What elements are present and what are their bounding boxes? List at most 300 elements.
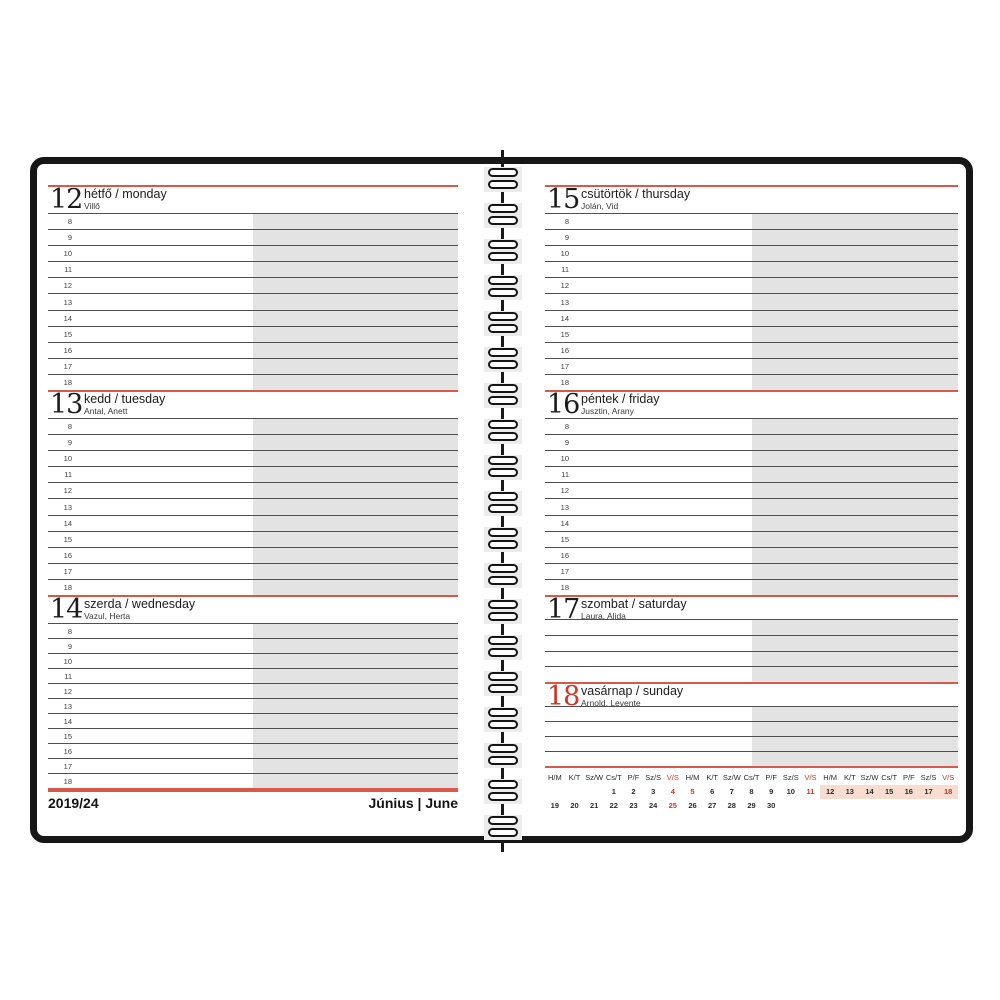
calendar-day-cell: 14 (860, 785, 880, 799)
week-number: 2019/24 (48, 795, 99, 811)
hour-label: 9 (67, 438, 72, 448)
hour-label: 8 (564, 422, 569, 432)
hour-row (48, 516, 458, 532)
hour-label: 11 (561, 265, 569, 275)
hour-row (545, 467, 958, 483)
calendar-day-cell: 3 (651, 787, 656, 796)
hour-row (545, 580, 958, 595)
wire-ring (488, 384, 518, 393)
wire-ring (488, 636, 518, 645)
hour-label: 18 (63, 582, 72, 592)
writing-rows (545, 214, 958, 390)
calendar-day-cell (860, 799, 880, 813)
nameday-label: Antal, Anett (84, 406, 128, 416)
hour-label: 10 (560, 454, 569, 464)
hour-row (48, 311, 458, 327)
hour-label: 16 (63, 345, 72, 355)
hour-row (48, 359, 458, 375)
day-number: 13 (50, 389, 83, 420)
calendar-header-cell: K/T (568, 773, 581, 782)
wire-ring (488, 744, 518, 753)
mini-month-calendar (545, 768, 958, 813)
hour-label: 17 (63, 566, 72, 576)
calendar-header-cell: Sz/S (920, 773, 937, 782)
spiral-loop (484, 419, 522, 444)
wire-ring (488, 816, 518, 825)
wire-ring (488, 564, 518, 573)
hour-label: 15 (63, 731, 72, 741)
calendar-day-cell: 22 (609, 801, 618, 810)
calendar-day-cell: 1 (611, 787, 616, 796)
spiral-loop (484, 311, 522, 336)
hour-label: 13 (63, 502, 72, 512)
hour-row (48, 375, 458, 390)
calendar-header-cell: P/F (627, 773, 640, 782)
hour-row (48, 548, 458, 564)
writing-rows (48, 419, 458, 595)
hour-row (48, 669, 458, 684)
day-name: csütörtök / thursday (581, 187, 691, 201)
hour-row (48, 214, 458, 230)
wire-ring (488, 420, 518, 429)
wire-ring (488, 792, 518, 801)
spiral-loop (484, 779, 522, 804)
day-titles (581, 187, 690, 211)
hour-row (48, 580, 458, 595)
calendar-day-cell: 25 (668, 801, 677, 810)
day-body (545, 707, 958, 766)
calendar-day-cell: 6 (710, 787, 715, 796)
hour-row (48, 532, 458, 548)
calendar-header-cell: Cs/T (605, 773, 622, 782)
wire-ring (488, 576, 518, 585)
calendar-day-cell: 17 (919, 785, 939, 799)
wire-ring (488, 312, 518, 321)
hour-row (48, 467, 458, 483)
wire-ring (488, 348, 518, 357)
spiral-loop (484, 671, 522, 696)
calendar-day-cell: 7 (729, 787, 734, 796)
hour-label: 18 (560, 582, 569, 592)
hour-label: 14 (560, 518, 569, 528)
day-number: 14 (50, 594, 83, 625)
nameday-label: Jusztin, Arany (581, 406, 634, 416)
nameday-label: Vazul, Herta (84, 611, 131, 621)
hour-label: 12 (63, 486, 72, 496)
hour-label: 13 (63, 701, 72, 711)
right-page (545, 185, 958, 813)
calendar-day-cell: 2 (631, 787, 636, 796)
hour-row (48, 294, 458, 310)
day-body (545, 419, 958, 595)
wire-ring (488, 240, 518, 249)
calendar-header-cell: K/T (843, 773, 856, 782)
hour-label: 15 (560, 329, 569, 339)
wire-ring (488, 612, 518, 621)
wire-ring (488, 396, 518, 405)
spiral-loop (484, 635, 522, 660)
hour-label: 14 (560, 313, 569, 323)
hour-label: 12 (63, 281, 72, 291)
right-page-days (545, 185, 958, 768)
calendar-day-cell: 28 (727, 801, 736, 810)
hour-row (48, 435, 458, 451)
writing-line (545, 652, 958, 668)
hour-label: 12 (560, 486, 569, 496)
calendar-header-cell: V/S (666, 773, 679, 782)
calendar-header-cell: Cs/T (743, 773, 760, 782)
hour-label: 10 (560, 249, 569, 259)
hour-row (545, 499, 958, 515)
spiral-loop (484, 347, 522, 372)
hour-row (48, 729, 458, 744)
calendar-day-cell: 30 (766, 801, 776, 810)
day-section-16 (545, 390, 958, 595)
hour-label: 16 (63, 550, 72, 560)
wire-ring (488, 216, 518, 225)
hour-row (545, 294, 958, 310)
hour-row (545, 451, 958, 467)
day-section-18 (545, 682, 958, 768)
left-page (48, 185, 458, 811)
wire-ring (488, 492, 518, 501)
day-titles (84, 392, 165, 416)
spiral-loop (484, 815, 522, 840)
hour-row (545, 214, 958, 230)
writing-rows (48, 214, 458, 390)
wire-ring (488, 432, 518, 441)
hour-row (48, 774, 458, 788)
spiral-loop (484, 239, 522, 264)
wire-ring (488, 528, 518, 537)
calendar-header-cell: Cs/T (881, 773, 898, 782)
wire-ring (488, 756, 518, 765)
day-name: hétfő / monday (84, 187, 167, 201)
hour-label: 11 (561, 470, 569, 480)
calendar-day-cell: 11 (806, 787, 815, 796)
wire-ring (488, 504, 518, 513)
hour-label: 14 (63, 716, 72, 726)
writing-line (545, 636, 958, 652)
calendar-header-cell: P/F (902, 773, 915, 782)
hour-row (545, 375, 958, 390)
calendar-day-cell: 8 (749, 787, 754, 796)
day-header-17 (545, 594, 958, 625)
nameday-label: Laura, Alida (581, 611, 626, 621)
wire-ring (488, 708, 518, 717)
calendar-header-cell: H/M (685, 773, 700, 782)
hour-label: 10 (63, 454, 72, 464)
calendar-day-cell (938, 799, 958, 813)
hour-label: 17 (560, 361, 569, 371)
wire-ring (488, 684, 518, 693)
hour-row (545, 564, 958, 580)
hour-row (545, 516, 958, 532)
calendar-header-cell: P/F (765, 773, 777, 782)
wire-ring (488, 360, 518, 369)
hour-row (545, 359, 958, 375)
calendar-header-cell: H/M (823, 773, 838, 782)
day-titles (581, 392, 660, 416)
hour-row (48, 639, 458, 654)
hour-label: 13 (560, 502, 569, 512)
day-body (545, 620, 958, 682)
spiral-loop (484, 707, 522, 732)
nameday-label: Villő (84, 201, 100, 211)
hour-label: 18 (560, 377, 569, 387)
wire-ring (488, 324, 518, 333)
calendar-day-cell: 29 (747, 801, 756, 810)
hour-label: 11 (64, 470, 72, 480)
hour-row (48, 744, 458, 759)
hour-row (48, 343, 458, 359)
hour-label: 18 (63, 776, 72, 786)
nameday-label: Arnold, Levente (581, 698, 641, 708)
hour-label: 17 (560, 566, 569, 576)
spiral-loop (484, 455, 522, 480)
day-body (48, 624, 458, 788)
calendar-day-cell (545, 785, 565, 799)
spiral-loop (484, 275, 522, 300)
hour-row (545, 532, 958, 548)
calendar-header-cell: V/S (942, 773, 955, 782)
hour-row (48, 714, 458, 729)
hour-row (545, 343, 958, 359)
wire-ring (488, 168, 518, 177)
day-header-15 (545, 184, 958, 215)
day-titles (84, 187, 167, 211)
hour-row (545, 246, 958, 262)
wire-ring (488, 600, 518, 609)
writing-line (545, 722, 958, 737)
hour-row (48, 327, 458, 343)
day-section-12 (48, 185, 458, 390)
hour-row (545, 419, 958, 435)
calendar-day-cell: 10 (786, 787, 795, 796)
calendar-day-cell: 9 (769, 787, 774, 796)
spiral-loop (484, 491, 522, 516)
hour-row (48, 262, 458, 278)
day-header-18 (545, 681, 958, 712)
page-footer (48, 790, 458, 811)
wire-ring (488, 780, 518, 789)
wire-ring (488, 828, 518, 837)
wire-ring (488, 672, 518, 681)
calendar-day-cell: 5 (690, 787, 695, 796)
day-header-13 (48, 389, 458, 420)
hour-row (545, 262, 958, 278)
calendar-day-cell (899, 799, 919, 813)
day-number: 16 (547, 389, 580, 420)
hour-row (545, 327, 958, 343)
spiral-loop (484, 599, 522, 624)
day-name: szerda / wednesday (84, 597, 196, 611)
calendar-header-cell: Sz/S (782, 773, 799, 782)
day-name: kedd / tuesday (84, 392, 166, 406)
calendar-day-cell: 19 (550, 801, 559, 810)
hour-label: 8 (67, 422, 72, 432)
writing-line (545, 737, 958, 752)
hour-row (48, 684, 458, 699)
calendar-header-cell: Sz/S (645, 773, 662, 782)
hour-row (48, 278, 458, 294)
hour-label: 17 (63, 761, 72, 771)
calendar-day-cell (820, 799, 840, 813)
calendar-day-cell: 20 (570, 801, 579, 810)
hour-label: 13 (63, 297, 72, 307)
wire-ring (488, 252, 518, 261)
calendar-day-cell: 15 (879, 785, 899, 799)
hour-label: 12 (63, 686, 72, 696)
calendar-day-cell (565, 785, 585, 799)
hour-label: 11 (64, 671, 72, 681)
hour-row (545, 435, 958, 451)
hour-row (48, 654, 458, 669)
hour-label: 9 (67, 233, 72, 243)
hour-row (48, 699, 458, 714)
day-titles (581, 597, 687, 621)
hour-label: 13 (560, 297, 569, 307)
hour-label: 10 (63, 249, 72, 259)
hour-row (545, 548, 958, 564)
calendar-day-cell: 16 (899, 785, 919, 799)
wire-ring (488, 456, 518, 465)
hour-row (545, 311, 958, 327)
hour-label: 9 (564, 438, 569, 448)
day-titles (84, 597, 195, 621)
calendar-day-cell (781, 799, 801, 813)
calendar-header-cell: Sz/W (722, 773, 741, 782)
day-section-17 (545, 595, 958, 682)
calendar-day-cell: 27 (707, 801, 717, 810)
calendar-day-cell (919, 799, 939, 813)
hour-label: 15 (63, 329, 72, 339)
calendar-day-cell: 12 (820, 785, 840, 799)
writing-rows (48, 624, 458, 788)
spiral-loop (484, 203, 522, 228)
day-section-13 (48, 390, 458, 595)
hour-row (545, 278, 958, 294)
diary-cover (30, 157, 973, 843)
writing-rows (545, 620, 958, 682)
hour-label: 15 (63, 534, 72, 544)
calendar-day-cell (584, 785, 604, 799)
writing-line (545, 707, 958, 722)
calendar-header-cell: K/T (706, 773, 718, 782)
writing-line (545, 752, 958, 766)
day-header-12 (48, 184, 458, 215)
day-header-14 (48, 594, 458, 625)
calendar-day-cell: 18 (938, 785, 958, 799)
hour-label: 12 (560, 281, 569, 291)
day-name: péntek / friday (581, 392, 660, 406)
calendar-day-cell: 26 (688, 801, 697, 810)
hour-label: 16 (560, 345, 569, 355)
left-page-days (48, 185, 458, 790)
hour-row (48, 564, 458, 580)
day-titles (581, 684, 683, 708)
calendar-day-cell: 21 (589, 801, 599, 810)
hour-label: 15 (560, 534, 569, 544)
hour-label: 16 (560, 550, 569, 560)
spiral-loop (484, 383, 522, 408)
calendar-day-cell: 23 (629, 801, 638, 810)
hour-label: 14 (63, 313, 72, 323)
writing-line (545, 667, 958, 682)
calendar-header-cell: H/M (547, 773, 562, 782)
hour-row (48, 483, 458, 499)
hour-label: 17 (63, 361, 72, 371)
spiral-loop (484, 743, 522, 768)
hour-label: 18 (63, 377, 72, 387)
wire-ring (488, 288, 518, 297)
day-section-14 (48, 595, 458, 790)
nameday-label: Jolán, Vid (581, 201, 619, 211)
day-section-15 (545, 185, 958, 390)
day-number: 17 (547, 594, 580, 625)
day-number: 15 (547, 184, 580, 215)
day-body (545, 214, 958, 390)
day-number: 18 (547, 681, 580, 712)
wire-ring (488, 180, 518, 189)
spiral-loop (484, 167, 522, 192)
hour-label: 8 (564, 217, 569, 227)
day-name: vasárnap / sunday (581, 684, 684, 698)
calendar-day-cell: 24 (648, 801, 658, 810)
wire-ring (488, 204, 518, 213)
hour-label: 9 (67, 641, 72, 651)
calendar-header-cell: V/S (804, 773, 817, 782)
hour-row (545, 230, 958, 246)
writing-line (545, 620, 958, 636)
calendar-day-cell (840, 799, 860, 813)
hour-row (48, 419, 458, 435)
spiral-loop (484, 527, 522, 552)
calendar-day-cell: 13 (840, 785, 860, 799)
hour-label: 9 (564, 233, 569, 243)
wire-ring (488, 540, 518, 549)
day-name: szombat / saturday (581, 597, 687, 611)
hour-label: 14 (63, 518, 72, 528)
hour-label: 8 (67, 217, 72, 227)
hour-row (48, 246, 458, 262)
day-body (48, 419, 458, 595)
calendar-day-cell (879, 799, 899, 813)
wire-ring (488, 720, 518, 729)
wire-ring (488, 468, 518, 477)
hour-row (48, 624, 458, 639)
hour-row (48, 759, 458, 774)
hour-row (48, 230, 458, 246)
calendar-header-cell: Sz/W (585, 773, 604, 782)
spiral-loop (484, 563, 522, 588)
hour-label: 16 (63, 746, 72, 756)
day-number: 12 (50, 184, 83, 215)
wire-ring (488, 648, 518, 657)
hour-row (48, 451, 458, 467)
writing-rows (545, 419, 958, 595)
hour-row (48, 499, 458, 515)
hour-label: 8 (67, 626, 72, 636)
hour-label: 11 (64, 265, 72, 275)
calendar-day-cell (801, 799, 821, 813)
day-body (48, 214, 458, 390)
hour-row (545, 483, 958, 499)
calendar-header-cell: Sz/W (860, 773, 879, 782)
month-label: Június | June (368, 795, 458, 811)
hour-label: 10 (63, 656, 72, 666)
writing-rows (545, 707, 958, 766)
